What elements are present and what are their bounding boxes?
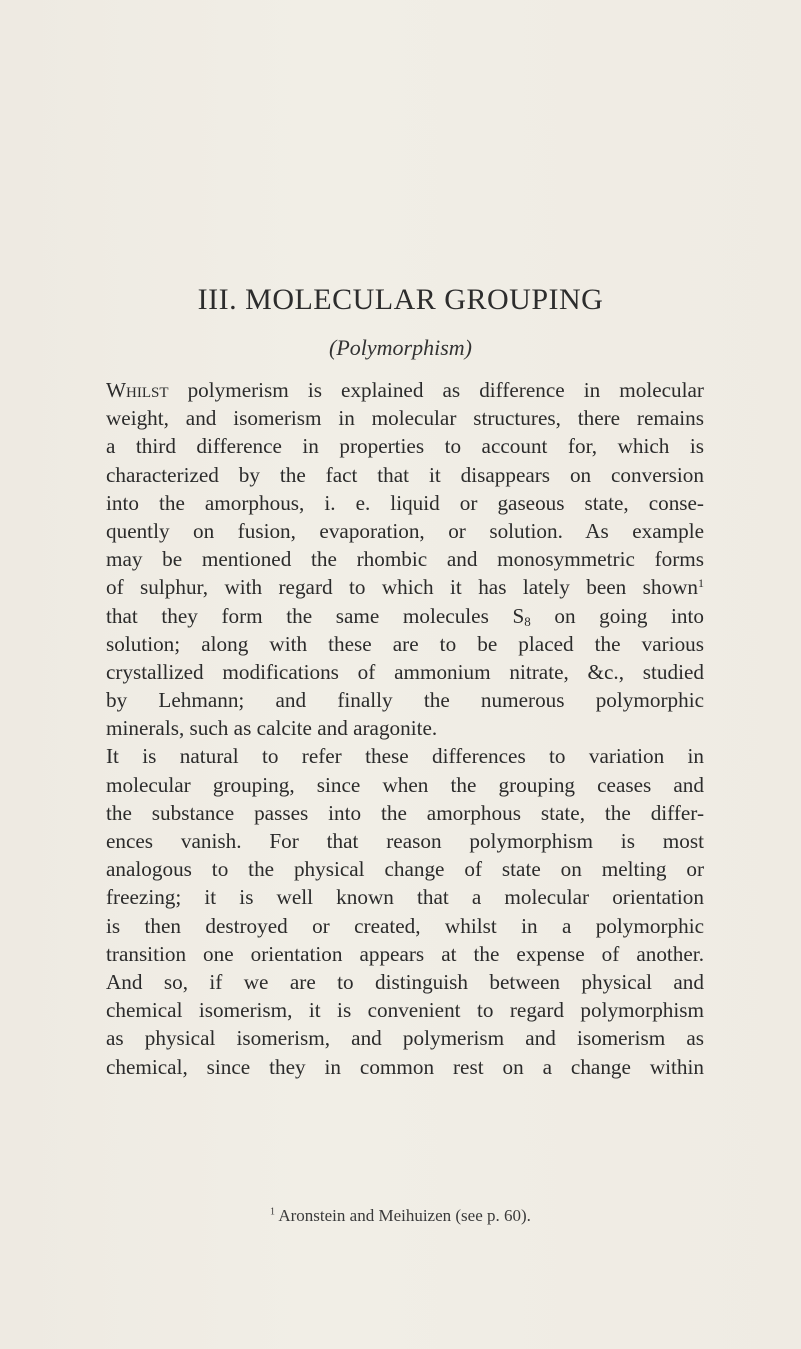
text-line: characterized by the fact that it disappears on conversion (106, 462, 704, 487)
text-line: may be mentioned the rhombic and monosymmetric forms (106, 547, 704, 572)
text-line: minerals, such as calcite and aragonite. (106, 716, 438, 741)
text-line: solution; along with these are to be placed the various (106, 631, 704, 656)
text-line: And so, if we are to distinguish between physical and (106, 969, 704, 994)
text-line-content: on going into (530, 603, 704, 628)
first-word: Whilst (106, 378, 169, 402)
text-line: analogous to the physical change of state on melting or (106, 857, 704, 882)
text-line: freezing; it is well known that a molecular orientation (106, 885, 704, 910)
text-line: as physical isomerism, and polymerism and isomerism as (106, 1026, 704, 1051)
text-line: transition one orientation appears at the expense of another. (106, 941, 704, 966)
text-line: is then destroyed or created, whilst in a polymorphic (106, 913, 704, 938)
footnote-reference: 1 (698, 576, 704, 591)
text-line: the substance passes into the amorphous state, the differ- (106, 800, 704, 825)
subscript: 8 (524, 613, 531, 629)
footnote (0, 1206, 801, 1226)
footnote-text: Aronstein and Meihuizen (see p. 60). (275, 1206, 531, 1225)
text-line-content: that they form the same molecules S (106, 603, 525, 628)
text-line: chemical isomerism, it is convenient to regard polymorphism (106, 998, 704, 1023)
text-line: chemical, since they in common rest on a change within (106, 1054, 704, 1079)
text-line: a third difference in properties to account for, which is (106, 434, 704, 459)
text-line: It is natural to refer these differences to variation in (106, 744, 704, 769)
body-paragraph (106, 376, 704, 1081)
text-line: quently on fusion, evaporation, or solution. As example (106, 518, 704, 543)
chapter-title: III. MOLECULAR GROUPING (197, 283, 604, 316)
text-line (106, 573, 704, 601)
text-line-content: polymerism is explained as difference in molecular (168, 378, 704, 402)
text-line (106, 602, 704, 630)
text-line-content: of sulphur, with regard to which it has lately been shown (106, 575, 698, 600)
text-line: by Lehmann; and finally the numerous polymorphic (106, 688, 704, 713)
text-line: crystallized modifications of ammonium nitrate, &c., studied (106, 659, 704, 684)
text-line: ences vanish. For that reason polymorphism is most (106, 829, 704, 853)
chapter-subtitle: (Polymorphism) (329, 335, 472, 360)
text-line: into the amorphous, i. e. liquid or gaseous state, conse- (106, 490, 704, 515)
text-line: weight, and isomerism in molecular structures, there remains (106, 406, 704, 431)
text-line: molecular grouping, since when the grouping ceases and (106, 772, 704, 797)
text-line (106, 376, 704, 404)
footnote-marker: 1 (270, 1206, 276, 1218)
